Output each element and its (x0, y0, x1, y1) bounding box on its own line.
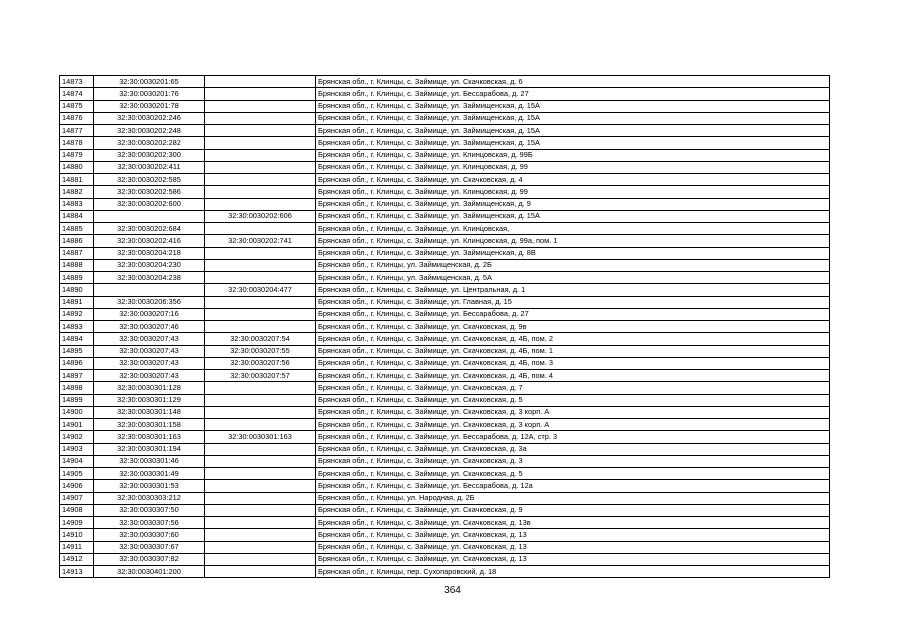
table-row (60, 198, 830, 210)
table-row (60, 382, 830, 394)
cadastral-number-cell: 32:30:0030301:148 (94, 406, 205, 418)
table-row (60, 370, 830, 382)
row-number-cell: 14907 (60, 492, 94, 504)
parent-cadastral-number-cell (205, 553, 316, 565)
address-cell: Брянская обл., г. Клинцы, с. Займище, ул. Бессарабова, д. 27 (316, 88, 830, 100)
cadastral-number-cell: 32:30:0030202:248 (94, 125, 205, 137)
address-cell: Брянская обл., г. Клинцы, с. Займище, ул. Бессарабова, д. 12а (316, 480, 830, 492)
row-number-cell: 14878 (60, 137, 94, 149)
address-cell: Брянская обл., г. Клинцы, с. Займище, ул. Займищенская, д. 15А (316, 137, 830, 149)
parent-cadastral-number-cell (205, 112, 316, 124)
row-number-cell: 14897 (60, 370, 94, 382)
parent-cadastral-number-cell (205, 88, 316, 100)
parent-cadastral-number-cell: 32:30:0030207:54 (205, 333, 316, 345)
table-row (60, 88, 830, 100)
row-number-cell: 14898 (60, 382, 94, 394)
parent-cadastral-number-cell: 32:30:0030301:163 (205, 431, 316, 443)
cadastral-number-cell: 32:30:0030204:218 (94, 247, 205, 259)
parent-cadastral-number-cell (205, 541, 316, 553)
cadastral-number-cell: 32:30:0030202:585 (94, 174, 205, 186)
parent-cadastral-number-cell: 32:30:0030202:606 (205, 210, 316, 222)
address-cell: Брянская обл., г. Клинцы, ул. Займищенская, д. 2Б (316, 259, 830, 271)
cadastral-number-cell: 32:30:0030202:586 (94, 186, 205, 198)
parent-cadastral-number-cell (205, 468, 316, 480)
cadastral-number-cell: 32:30:0030301:163 (94, 431, 205, 443)
row-number-cell: 14912 (60, 553, 94, 565)
row-number-cell: 14911 (60, 541, 94, 553)
address-cell: Брянская обл., г. Клинцы, с. Займище, ул. Скачковская, д. 4Б, пом. 2 (316, 333, 830, 345)
parent-cadastral-number-cell (205, 247, 316, 259)
row-number-cell: 14877 (60, 125, 94, 137)
row-number-cell: 14874 (60, 88, 94, 100)
address-cell: Брянская обл., г. Клинцы, с. Займище, ул. Скачковская, д. 6 (316, 76, 830, 88)
table-row (60, 259, 830, 271)
address-cell: Брянская обл., г. Клинцы, с. Займище, ул. Скачковская, д. 4Б, пом. 4 (316, 370, 830, 382)
row-number-cell: 14888 (60, 259, 94, 271)
cadastral-number-cell: 32:30:0030201:65 (94, 76, 205, 88)
row-number-cell: 14881 (60, 174, 94, 186)
table-row (60, 419, 830, 431)
page-number: 364 (444, 585, 461, 596)
cadastral-number-cell: 32:30:0030207:43 (94, 345, 205, 357)
parent-cadastral-number-cell (205, 382, 316, 394)
row-number-cell: 14894 (60, 333, 94, 345)
table-row (60, 321, 830, 333)
cadastral-number-cell: 32:30:0030207:43 (94, 357, 205, 369)
address-cell: Брянская обл., г. Клинцы, с. Займище, ул. Скачковская, д. 4Б, пом. 3 (316, 357, 830, 369)
row-number-cell: 14895 (60, 345, 94, 357)
cadastral-number-cell: 32:30:0030301:194 (94, 443, 205, 455)
table-row (60, 125, 830, 137)
table-row (60, 566, 830, 578)
row-number-cell: 14892 (60, 308, 94, 320)
parent-cadastral-number-cell: 32:30:0030207:57 (205, 370, 316, 382)
cadastral-number-cell (94, 284, 205, 296)
parent-cadastral-number-cell (205, 272, 316, 284)
row-number-cell: 14884 (60, 210, 94, 222)
row-number-cell: 14900 (60, 406, 94, 418)
parent-cadastral-number-cell (205, 137, 316, 149)
parent-cadastral-number-cell (205, 149, 316, 161)
row-number-cell: 14908 (60, 504, 94, 516)
table-row (60, 345, 830, 357)
row-number-cell: 14890 (60, 284, 94, 296)
parent-cadastral-number-cell: 32:30:0030207:56 (205, 357, 316, 369)
table-row (60, 492, 830, 504)
parent-cadastral-number-cell (205, 161, 316, 173)
parent-cadastral-number-cell (205, 296, 316, 308)
table-row (60, 174, 830, 186)
cadastral-number-cell: 32:30:0030201:78 (94, 100, 205, 112)
registry-table-body (60, 76, 830, 578)
cadastral-number-cell: 32:30:0030207:46 (94, 321, 205, 333)
parent-cadastral-number-cell (205, 492, 316, 504)
cadastral-number-cell: 32:30:0030201:76 (94, 88, 205, 100)
row-number-cell: 14903 (60, 443, 94, 455)
row-number-cell: 14905 (60, 468, 94, 480)
address-cell: Брянская обл., г. Клинцы, пер. Сухопаровский, д. 18 (316, 566, 830, 578)
table-row (60, 480, 830, 492)
address-cell: Брянская обл., г. Клинцы, с. Займище, ул. Главная, д. 15 (316, 296, 830, 308)
row-number-cell: 14876 (60, 112, 94, 124)
table-row (60, 541, 830, 553)
cadastral-number-cell: 32:30:0030301:46 (94, 455, 205, 467)
parent-cadastral-number-cell: 32:30:0030204:477 (205, 284, 316, 296)
address-cell: Брянская обл., г. Клинцы, с. Займище, ул. Клинцовская, д. 99 (316, 186, 830, 198)
row-number-cell: 14902 (60, 431, 94, 443)
parent-cadastral-number-cell (205, 566, 316, 578)
row-number-cell: 14882 (60, 186, 94, 198)
address-cell: Брянская обл., г. Клинцы, с. Займище, ул. Скачковская, д. 4 (316, 174, 830, 186)
address-cell: Брянская обл., г. Клинцы, с. Займище, ул. Займищенская, д. 8В (316, 247, 830, 259)
address-cell: Брянская обл., г. Клинцы, с. Займище, ул. Клинцовская, д. 99а, пом. 1 (316, 235, 830, 247)
table-row (60, 223, 830, 235)
cadastral-number-cell: 32:30:0030301:49 (94, 468, 205, 480)
table-row (60, 161, 830, 173)
address-cell: Брянская обл., г. Клинцы, с. Займище, ул. Скачковская, д. 13в (316, 517, 830, 529)
address-cell: Брянская обл., г. Клинцы, с. Займище, ул. Займищенская, д. 15А (316, 210, 830, 222)
table-row (60, 235, 830, 247)
table-row (60, 137, 830, 149)
address-cell: Брянская обл., г. Клинцы, с. Займище, ул. Скачковская, д. 9 (316, 504, 830, 516)
cadastral-number-cell: 32:30:0030303:212 (94, 492, 205, 504)
parent-cadastral-number-cell (205, 308, 316, 320)
address-cell: Брянская обл., г. Клинцы, с. Займище, ул. Центральная, д. 1 (316, 284, 830, 296)
cadastral-number-cell: 32:30:0030202:246 (94, 112, 205, 124)
row-number-cell: 14887 (60, 247, 94, 259)
parent-cadastral-number-cell (205, 455, 316, 467)
table-row (60, 357, 830, 369)
row-number-cell: 14879 (60, 149, 94, 161)
address-cell: Брянская обл., г. Клинцы, с. Займище, ул. Займищенская, д. 15А (316, 125, 830, 137)
parent-cadastral-number-cell (205, 406, 316, 418)
table-row (60, 443, 830, 455)
table-row (60, 284, 830, 296)
cadastral-number-cell: 32:30:0030307:67 (94, 541, 205, 553)
parent-cadastral-number-cell (205, 443, 316, 455)
parent-cadastral-number-cell (205, 198, 316, 210)
cadastral-number-cell: 32:30:0030206:356 (94, 296, 205, 308)
parent-cadastral-number-cell (205, 419, 316, 431)
table-row (60, 431, 830, 443)
table-row (60, 553, 830, 565)
row-number-cell: 14886 (60, 235, 94, 247)
table-row (60, 517, 830, 529)
cadastral-number-cell: 32:30:0030301:53 (94, 480, 205, 492)
cadastral-number-cell: 32:30:0030202:282 (94, 137, 205, 149)
address-cell: Брянская обл., г. Клинцы, с. Займище, ул. Займищенская, д. 15А (316, 100, 830, 112)
parent-cadastral-number-cell: 32:30:0030207:55 (205, 345, 316, 357)
parent-cadastral-number-cell (205, 480, 316, 492)
parent-cadastral-number-cell (205, 504, 316, 516)
registry-table (59, 75, 830, 578)
table-row (60, 149, 830, 161)
address-cell: Брянская обл., г. Клинцы, с. Займище, ул. Клинцовская, (316, 223, 830, 235)
address-cell: Брянская обл., г. Клинцы, с. Займище, ул. Займищенская, д. 15А (316, 112, 830, 124)
address-cell: Брянская обл., г. Клинцы, ул. Народная, д. 2Б (316, 492, 830, 504)
table-row (60, 76, 830, 88)
cadastral-number-cell: 32:30:0030202:416 (94, 235, 205, 247)
cadastral-number-cell: 32:30:0030202:411 (94, 161, 205, 173)
address-cell: Брянская обл., г. Клинцы, с. Займище, ул. Скачковская, д. 5 (316, 468, 830, 480)
row-number-cell: 14910 (60, 529, 94, 541)
cadastral-number-cell (94, 210, 205, 222)
row-number-cell: 14899 (60, 394, 94, 406)
cadastral-number-cell: 32:30:0030207:16 (94, 308, 205, 320)
row-number-cell: 14906 (60, 480, 94, 492)
cadastral-number-cell: 32:30:0030202:300 (94, 149, 205, 161)
cadastral-number-cell: 32:30:0030307:50 (94, 504, 205, 516)
table-row (60, 247, 830, 259)
cadastral-number-cell: 32:30:0030202:684 (94, 223, 205, 235)
table-row (60, 504, 830, 516)
row-number-cell: 14893 (60, 321, 94, 333)
table-row (60, 210, 830, 222)
table-row (60, 112, 830, 124)
address-cell: Брянская обл., г. Клинцы, с. Займище, ул. Займищенская, д. 9 (316, 198, 830, 210)
parent-cadastral-number-cell (205, 100, 316, 112)
address-cell: Брянская обл., г. Клинцы, с. Займище, ул. Бессарабова, д. 27 (316, 308, 830, 320)
parent-cadastral-number-cell (205, 529, 316, 541)
row-number-cell: 14883 (60, 198, 94, 210)
address-cell: Брянская обл., г. Клинцы, с. Займище, ул. Скачковская, д. 9в (316, 321, 830, 333)
address-cell: Брянская обл., г. Клинцы, с. Займище, ул. Скачковская, д. 7 (316, 382, 830, 394)
parent-cadastral-number-cell (205, 125, 316, 137)
cadastral-number-cell: 32:30:0030204:230 (94, 259, 205, 271)
parent-cadastral-number-cell (205, 394, 316, 406)
address-cell: Брянская обл., г. Клинцы, с. Займище, ул. Скачковская, д. 3а (316, 443, 830, 455)
address-cell: Брянская обл., г. Клинцы, с. Займище, ул. Скачковская, д. 13 (316, 541, 830, 553)
table-row (60, 406, 830, 418)
table-row (60, 333, 830, 345)
cadastral-number-cell: 32:30:0030202:600 (94, 198, 205, 210)
cadastral-number-cell: 32:30:0030301:129 (94, 394, 205, 406)
cadastral-number-cell: 32:30:0030401:200 (94, 566, 205, 578)
address-cell: Брянская обл., г. Клинцы, с. Займище, ул. Скачковская, д. 13 (316, 529, 830, 541)
table-row (60, 394, 830, 406)
address-cell: Брянская обл., г. Клинцы, с. Займище, ул. Скачковская, д. 3 корп. А (316, 406, 830, 418)
cadastral-number-cell: 32:30:0030301:128 (94, 382, 205, 394)
row-number-cell: 14913 (60, 566, 94, 578)
row-number-cell: 14896 (60, 357, 94, 369)
cadastral-number-cell: 32:30:0030301:158 (94, 419, 205, 431)
address-cell: Брянская обл., г. Клинцы, с. Займище, ул. Скачковская, д. 3 корп. А (316, 419, 830, 431)
address-cell: Брянская обл., г. Клинцы, с. Займище, ул. Скачковская, д. 3 (316, 455, 830, 467)
parent-cadastral-number-cell (205, 259, 316, 271)
address-cell: Брянская обл., г. Клинцы, с. Займище, ул. Скачковская, д. 4Б, пом. 1 (316, 345, 830, 357)
parent-cadastral-number-cell (205, 174, 316, 186)
cadastral-number-cell: 32:30:0030207:43 (94, 370, 205, 382)
address-cell: Брянская обл., г. Клинцы, с. Займище, ул. Скачковская, д. 13 (316, 553, 830, 565)
table-row (60, 308, 830, 320)
table-row (60, 455, 830, 467)
cadastral-number-cell: 32:30:0030307:56 (94, 517, 205, 529)
cadastral-number-cell: 32:30:0030204:238 (94, 272, 205, 284)
table-row (60, 529, 830, 541)
parent-cadastral-number-cell (205, 76, 316, 88)
row-number-cell: 14873 (60, 76, 94, 88)
parent-cadastral-number-cell: 32:30:0030202:741 (205, 235, 316, 247)
table-row (60, 272, 830, 284)
row-number-cell: 14885 (60, 223, 94, 235)
address-cell: Брянская обл., г. Клинцы, ул. Займищенская, д. 5А (316, 272, 830, 284)
row-number-cell: 14901 (60, 419, 94, 431)
cadastral-number-cell: 32:30:0030307:82 (94, 553, 205, 565)
address-cell: Брянская обл., г. Клинцы, с. Займище, ул. Клинцовская, д. 99 (316, 161, 830, 173)
row-number-cell: 14889 (60, 272, 94, 284)
address-cell: Брянская обл., г. Клинцы, с. Займище, ул. Клинцовская, д. 99Б (316, 149, 830, 161)
parent-cadastral-number-cell (205, 321, 316, 333)
cadastral-number-cell: 32:30:0030307:60 (94, 529, 205, 541)
table-row (60, 186, 830, 198)
row-number-cell: 14875 (60, 100, 94, 112)
table-row (60, 296, 830, 308)
table-row (60, 100, 830, 112)
cadastral-number-cell: 32:30:0030207:43 (94, 333, 205, 345)
address-cell: Брянская обл., г. Клинцы, с. Займище, ул. Бессарабова, д. 12А, стр. 3 (316, 431, 830, 443)
row-number-cell: 14891 (60, 296, 94, 308)
table-row (60, 468, 830, 480)
address-cell: Брянская обл., г. Клинцы, с. Займище, ул. Скачковская, д. 5 (316, 394, 830, 406)
parent-cadastral-number-cell (205, 223, 316, 235)
parent-cadastral-number-cell (205, 517, 316, 529)
row-number-cell: 14880 (60, 161, 94, 173)
parent-cadastral-number-cell (205, 186, 316, 198)
row-number-cell: 14909 (60, 517, 94, 529)
row-number-cell: 14904 (60, 455, 94, 467)
